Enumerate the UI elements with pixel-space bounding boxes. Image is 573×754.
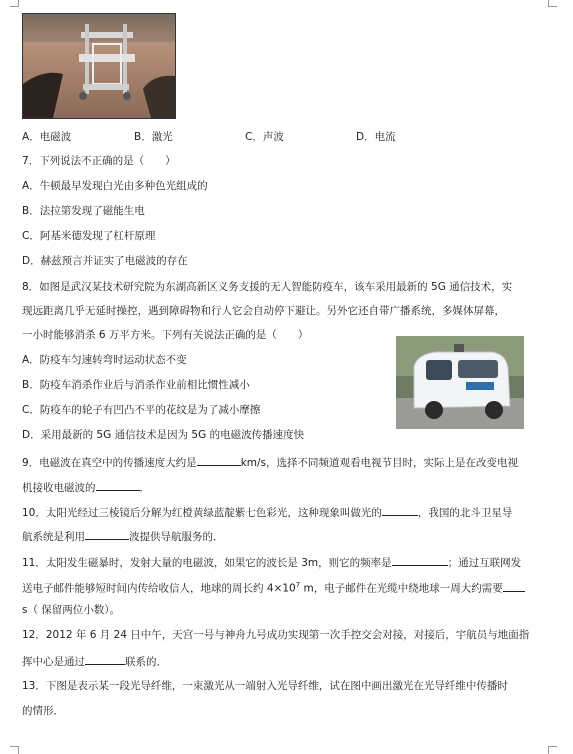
q8-option-c: C．防疫车的轮子有凹凸不平的花纹是为了减小摩擦 [22,404,261,416]
q7-option-d: D．赫兹预言并证实了电磁波的存在 [22,255,188,267]
crop-mark-bottom-left-h [10,746,19,747]
q10-line2 [22,528,224,544]
mars-rover-photo [22,13,176,119]
q11-line2-text: 送电子邮件能够短时间内传给收信人，地球的周长约 4×10 [22,582,296,595]
q11-line1-text-2: ；通过互联网发 [447,557,522,569]
q11-line1 [22,554,521,570]
q10-blank-dispersion [382,504,418,516]
q9-blank-frequency [96,479,140,491]
q10-line2-text: 航系统是利用 [22,531,85,543]
q12-line1: 12．2012 年 6 月 24 日中午，天宫一号与神舟九号成功实现第一次手控交会对接，对接后，宇航员与地面指 [22,629,530,641]
q7-option-a: A．牛顿最早发现白光由多种色光组成的 [22,180,208,192]
crop-mark-bottom-right [548,746,549,754]
q11-blank-frequency [392,554,448,566]
q8-option-b: B．防疫车消杀作业后与消杀作业前相比惯性减小 [22,379,250,391]
q12-line2-text: 挥中心是通过 [22,656,85,668]
q9-line2 [22,479,150,495]
q11-line3: s（ 保留两位小数）。 [22,604,121,616]
q10-line1 [22,504,512,520]
q8-stem-line3: 一小时能够消杀 6 万平方米。下列有关说法正确的是（ ） [22,329,309,341]
q11-blank-time [503,580,525,592]
epidemic-vehicle-photo [396,336,524,429]
q9-line1 [22,454,518,470]
q7-stem: 7．下列说法不正确的是（ ） [22,155,176,167]
q8-option-d: D．采用最新的 5G 通信技术是因为 5G 的电磁波传播速度快 [22,429,305,441]
q12-blank-medium [85,653,125,665]
q8-option-a: A．防疫车匀速转弯时运动状态不变 [22,354,187,366]
crop-mark-bottom-right-h [548,746,557,747]
q6-option-d: D．电流 [356,131,396,143]
q13-line1: 13．下图是表示某一段光导纤维，一束激光从一端射入光导纤维，试在图中画出激光在光导纤维中传播时 [22,680,508,692]
q9-line1-text-2: km/s，选择不同频道观看电视节目时，实际上是在改变电视 [240,457,519,469]
q8-stem-line2: 现远距离几乎无延时操控，遇到障碍物和行人它会自动停下避让。另外它还自带广播系统，多媒体屏幕， [22,305,505,317]
crop-mark-top-left-h [10,6,19,7]
q10-line1-text-2: ，我国的北斗卫星导 [417,507,513,519]
q6-option-a: A．电磁波 [22,131,72,143]
q9-blank-speed [197,454,241,466]
q9-line2-text: 机接收电磁波的 [22,482,96,494]
q10-line2-text-2: 波提供导航服务的． [129,531,224,543]
q11-line2-text-2: m，电子邮件在光缆中绕地球一周大约需要 [300,582,503,595]
q11-line1-text: 11．太阳发生磁暴时，发射大量的电磁波，如果它的波长是 3m，则它的频率是 [22,557,392,569]
q12-line2 [22,653,167,669]
crop-mark-bottom-left [18,746,19,754]
q10-line1-text: 10．太阳光经过三棱镜后分解为红橙黄绿蓝靛紫七色彩光，这种现象叫做光的 [22,507,382,519]
q8-stem-line1: 8．如图是武汉某技术研究院为东湖高新区义务支援的无人智能防疫车，该车采用最新的 5G 通信技术，实 [22,281,513,293]
q9-line1-text: 9．电磁波在真空中的传播速度大约是 [22,457,197,469]
q7-option-b: B．法拉第发现了磁能生电 [22,205,145,217]
q11-line2 [22,578,525,596]
q9-line2-text-2: ． [139,482,150,494]
crop-mark-top-right-h [548,6,557,7]
q10-blank-wave [85,528,129,540]
q11-exponent: 7 [295,581,301,589]
q6-option-c: C．声波 [245,131,284,143]
q6-option-b: B．激光 [134,131,173,143]
q12-line2-text-2: 联系的． [125,656,167,668]
q13-line2: 的情形． [22,705,64,717]
q7-option-c: C．阿基米德发现了杠杆原理 [22,230,156,242]
